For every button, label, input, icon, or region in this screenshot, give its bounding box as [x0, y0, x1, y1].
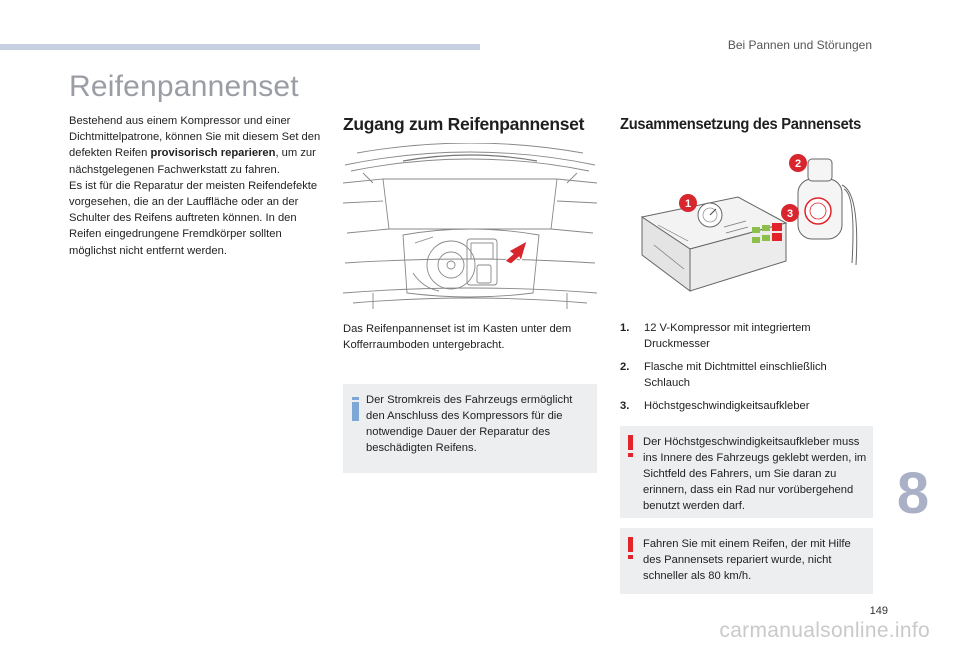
list-item: 2. Flasche mit Dichtmittel einschließlich Schlauch — [620, 361, 827, 389]
page-number: 149 — [869, 605, 888, 617]
repair-kit-illustration — [628, 145, 868, 307]
access-heading: Zugang zum Reifenpannenset — [343, 114, 585, 134]
info-note — [343, 384, 597, 473]
warning-note-text: Fahren Sie mit einem Reifen, der mit Hilfe des Pannensets repariert wurde, nicht schneller als 80 km/h. — [643, 538, 851, 582]
watermark: carmanualsonline.info — [719, 619, 930, 642]
callout-1-icon — [679, 194, 697, 212]
warning-note-speed — [620, 528, 873, 594]
parts-list — [620, 320, 870, 421]
intro-paragraph-1: Bestehend aus einem Kompressor und einer Dichtmittelpatrone, können Sie mit diesem Set den defekten Reifen provisorisch reparieren, um zur nächstgelegenen Fachwerkstatt zu fahren. — [69, 115, 321, 176]
intro-text — [69, 113, 331, 259]
svg-text:1: 1 — [684, 198, 692, 210]
warning-note-sticker — [620, 426, 873, 518]
warning-icon — [628, 537, 633, 559]
trunk-illustration — [343, 143, 597, 315]
list-item: 3. Höchstgeschwindigkeitsaufkleber — [620, 400, 810, 412]
list-item: 1. 12 V-Kompressor mit integriertem Druckmesser — [620, 322, 811, 350]
section-header: Bei Pannen und Störungen — [727, 38, 872, 52]
svg-text:2: 2 — [794, 158, 802, 170]
trunk-description: Das Reifenpannenset ist im Kasten unter dem Kofferraumboden untergebracht. — [343, 323, 572, 351]
location-arrow-icon — [505, 241, 527, 264]
intro-paragraph-2: Es ist für die Reparatur der meisten Reifendefekte vorgesehen, die an der Lauffläche oder an der Schulter des Reifens auftreten können. In den Reifen eingedrungene Fremdkörper sollten möglichst nicht entfernt werden. — [69, 179, 318, 257]
page-title: Reifenpannenset — [69, 70, 299, 103]
warning-note-text: Der Höchstgeschwindigkeitsaufkleber muss ins Innere des Fahrzeugs geklebt werden, im Sichtfeld des Fahrers, um Sie daran zu erinnern, dass ein Rad nur vorübergehend benutzt werden darf. — [643, 436, 867, 512]
composition-heading: Zusammensetzung des Pannensets — [620, 116, 862, 133]
info-icon — [352, 397, 359, 411]
warning-icon — [628, 435, 633, 457]
header-accent-bar — [0, 44, 480, 50]
svg-text:3: 3 — [786, 208, 794, 220]
chapter-number: 8 — [896, 461, 930, 526]
callout-2-icon — [789, 154, 807, 172]
intro-emphasis: provisorisch reparieren — [150, 147, 276, 160]
info-note-text: Der Stromkreis des Fahrzeugs ermöglicht den Anschluss des Kompressors für die notwendige Dauer der Reparatur des beschädigten Reifens. — [366, 394, 573, 454]
callout-3-icon — [781, 204, 799, 222]
